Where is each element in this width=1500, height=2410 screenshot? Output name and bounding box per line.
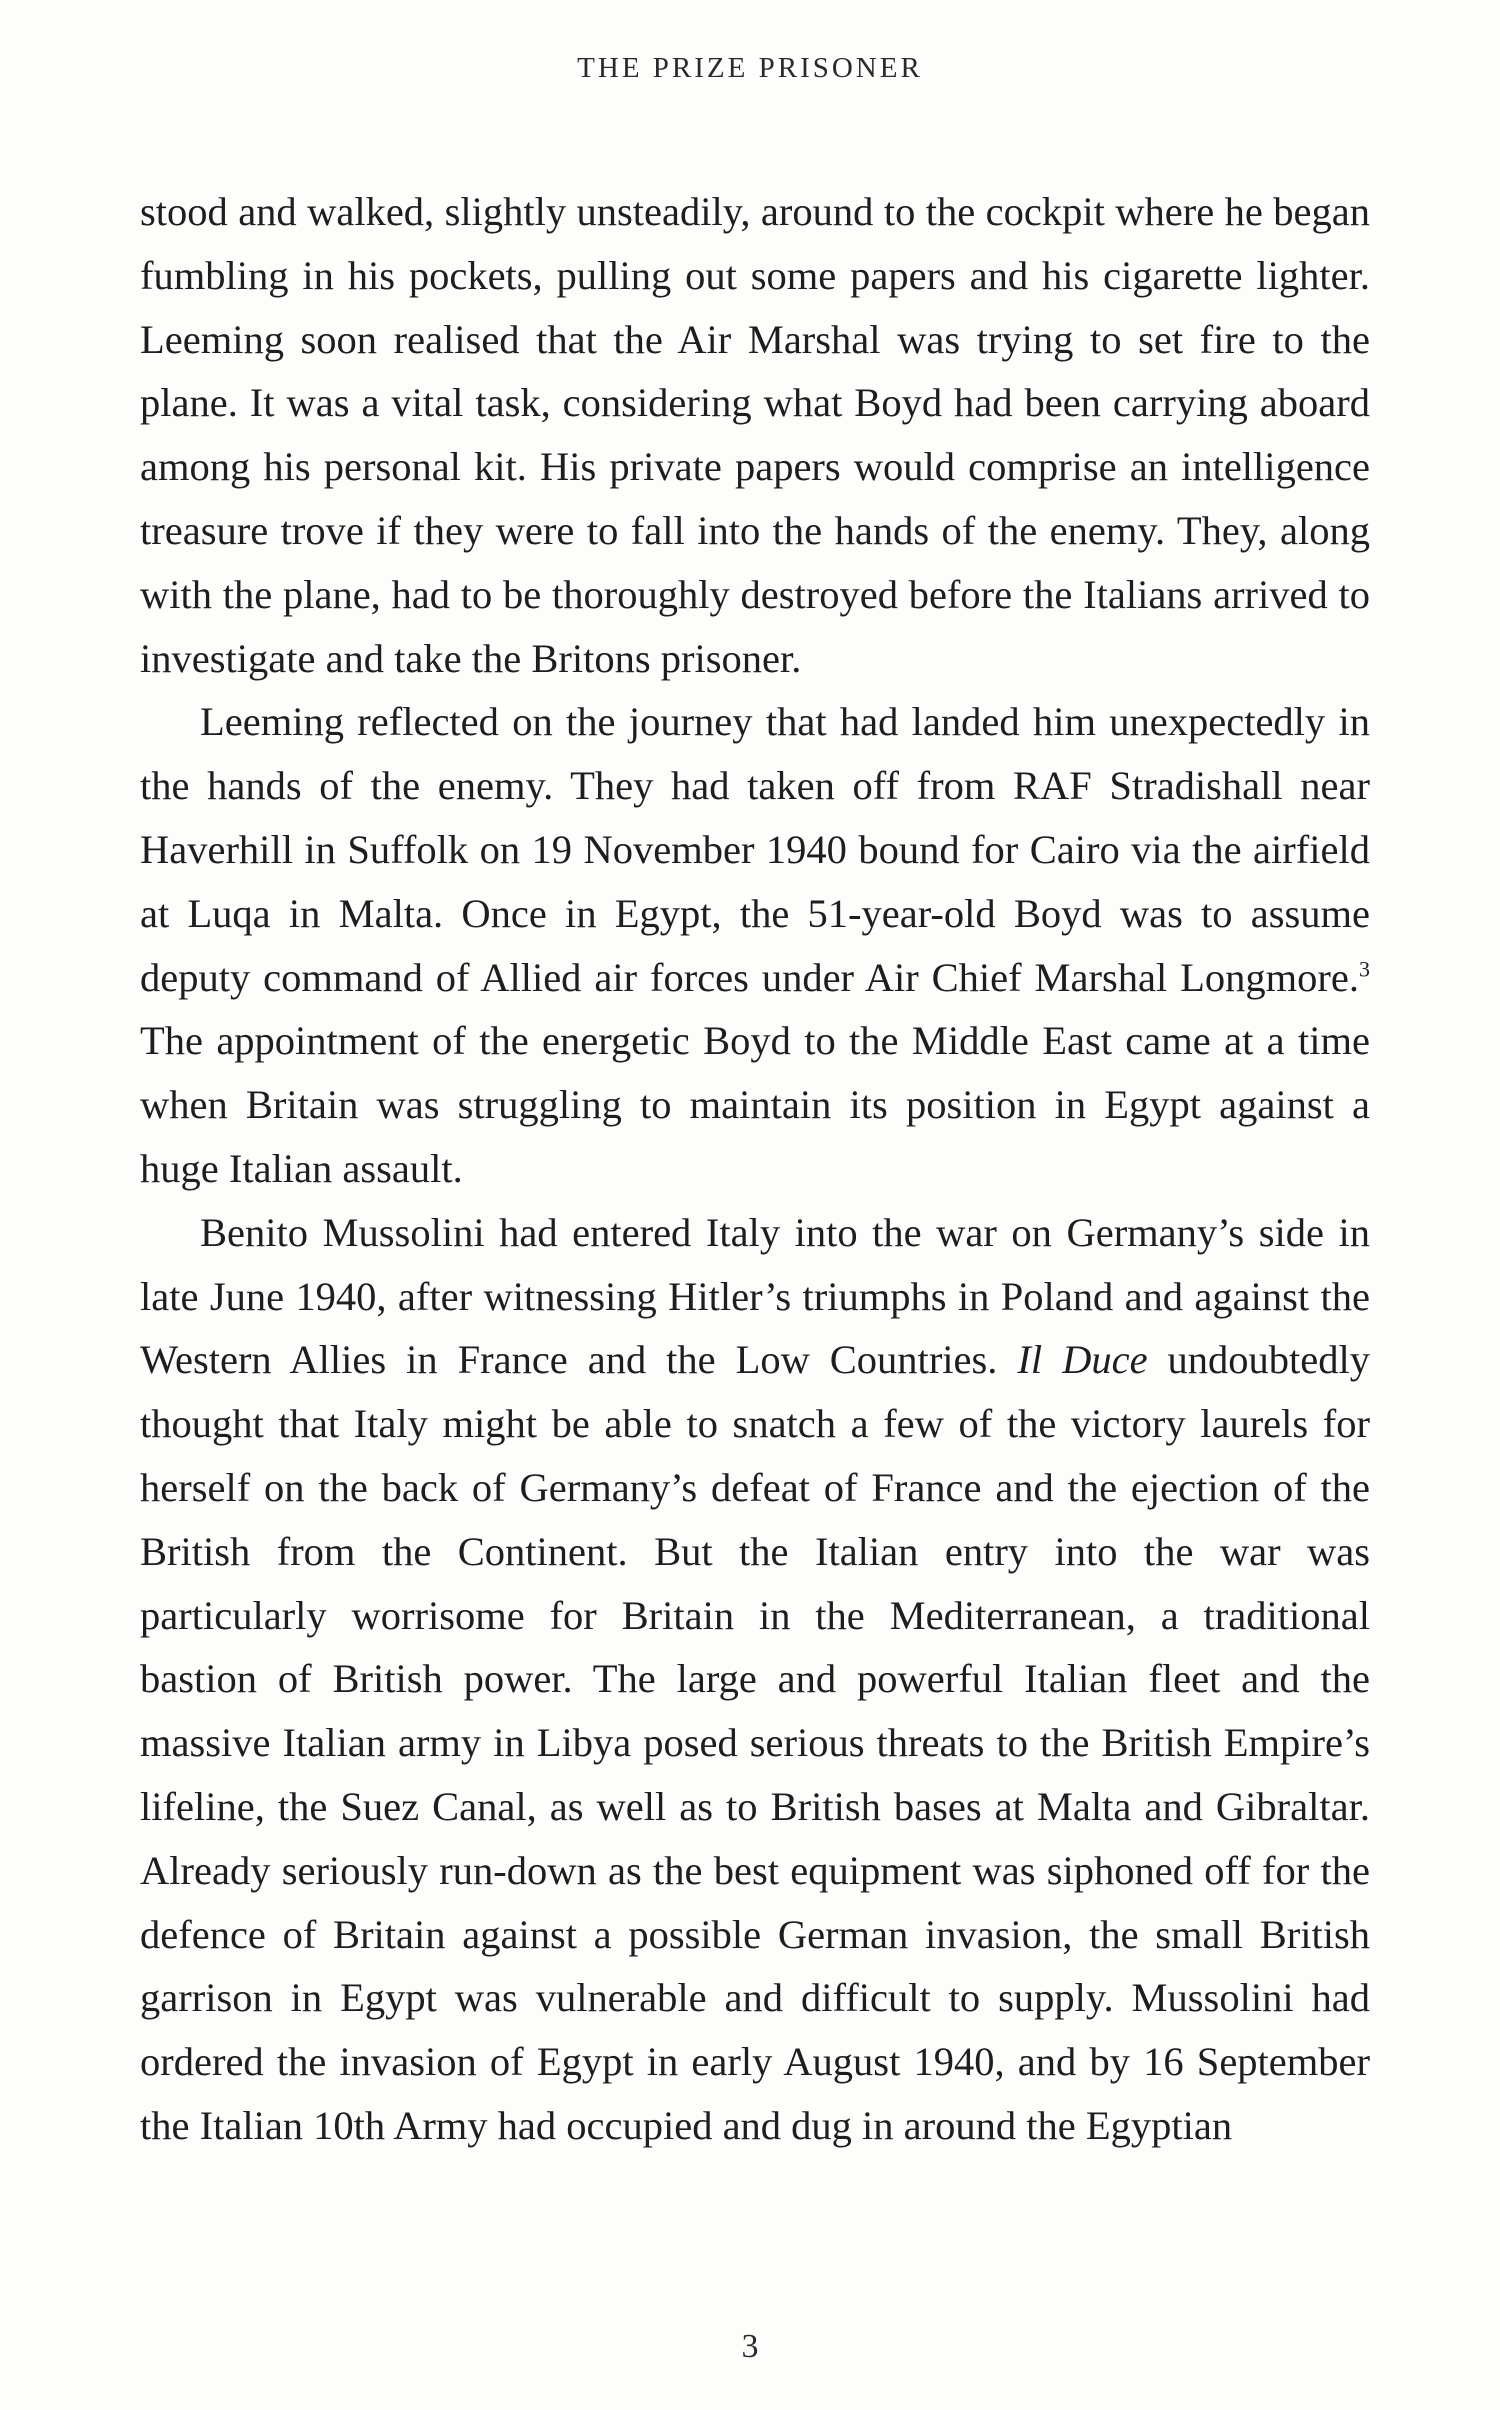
- paragraph-1: [140, 180, 1370, 690]
- paragraph-3: [140, 1201, 1370, 2158]
- paragraph-2-text-b: The appointment of the energetic Boyd to the Middle East came at a time when Britain was struggling to maintain its position in Egypt against a huge Italian assault.: [140, 1018, 1370, 1191]
- paragraph-3-text-b: undoubtedly thought that Italy might be able to snatch a few of the victory laurels for herself on the back of Germany’s defeat of France and the ejection of the British from the Continent. But the Italian entry into the war was particularly worrisome for Britain in the Mediterranean, a traditional bastion of British power. The large and powerful Italian fleet and the massive Italian army in Libya posed serious threats to the British Empire’s lifeline, the Suez Canal, as well as to British bases at Malta and Gibraltar. Already seriously run-down as the best equipment was siphoned off for the defence of Britain against a possible German invasion, the small British garrison in Egypt was vulnerable and difficult to supply. Mussolini had ordered the invasion of Egypt in early August 1940, and by 16 September the Italian 10th Army had occupied and dug in around the Egyptian: [140, 1337, 1370, 2148]
- footnote-marker: 3: [1359, 956, 1370, 982]
- paragraph-1-text: stood and walked, slightly unsteadily, around to the cockpit where he began fumbling in his pockets, pulling out some papers and his cigarette lighter. Leeming soon realised that the Air Marshal was trying to set fire to the plane. It was a vital task, considering what Boyd had been carrying aboard among his personal kit. His private papers would comprise an intelligence treasure trove if they were to fall into the hands of the enemy. They, along with the plane, had to be thoroughly destroyed before the Italians arrived to investigate and take the Britons prisoner.: [140, 189, 1370, 681]
- paragraph-2: [140, 690, 1370, 1200]
- body-text: [140, 180, 1370, 2158]
- page-number: 3: [741, 2328, 759, 2365]
- paragraph-3-text-a: Benito Mussolini had entered Italy into the war on Germany’s side in late June 1940, after witnessing Hitler’s triumphs in Poland and against the Western Allies in France and the Low Countries.: [140, 1209, 1370, 1383]
- running-head: THE PRIZE PRISONER: [577, 52, 923, 84]
- paragraph-2-text-a: Leeming reflected on the journey that had landed him unexpectedly in the hands of the enemy. They had taken off from RAF Stradishall near Haverhill in Suffolk on 19 November 1940 bound for Cairo via the airfield at Luqa in Malta. Once in Egypt, the 51-year-old Boyd was to assume deputy command of Allied air forces under Air Chief Marshal Longmore.: [140, 699, 1370, 1000]
- paragraph-3-italic: Il Duce: [1017, 1337, 1148, 1383]
